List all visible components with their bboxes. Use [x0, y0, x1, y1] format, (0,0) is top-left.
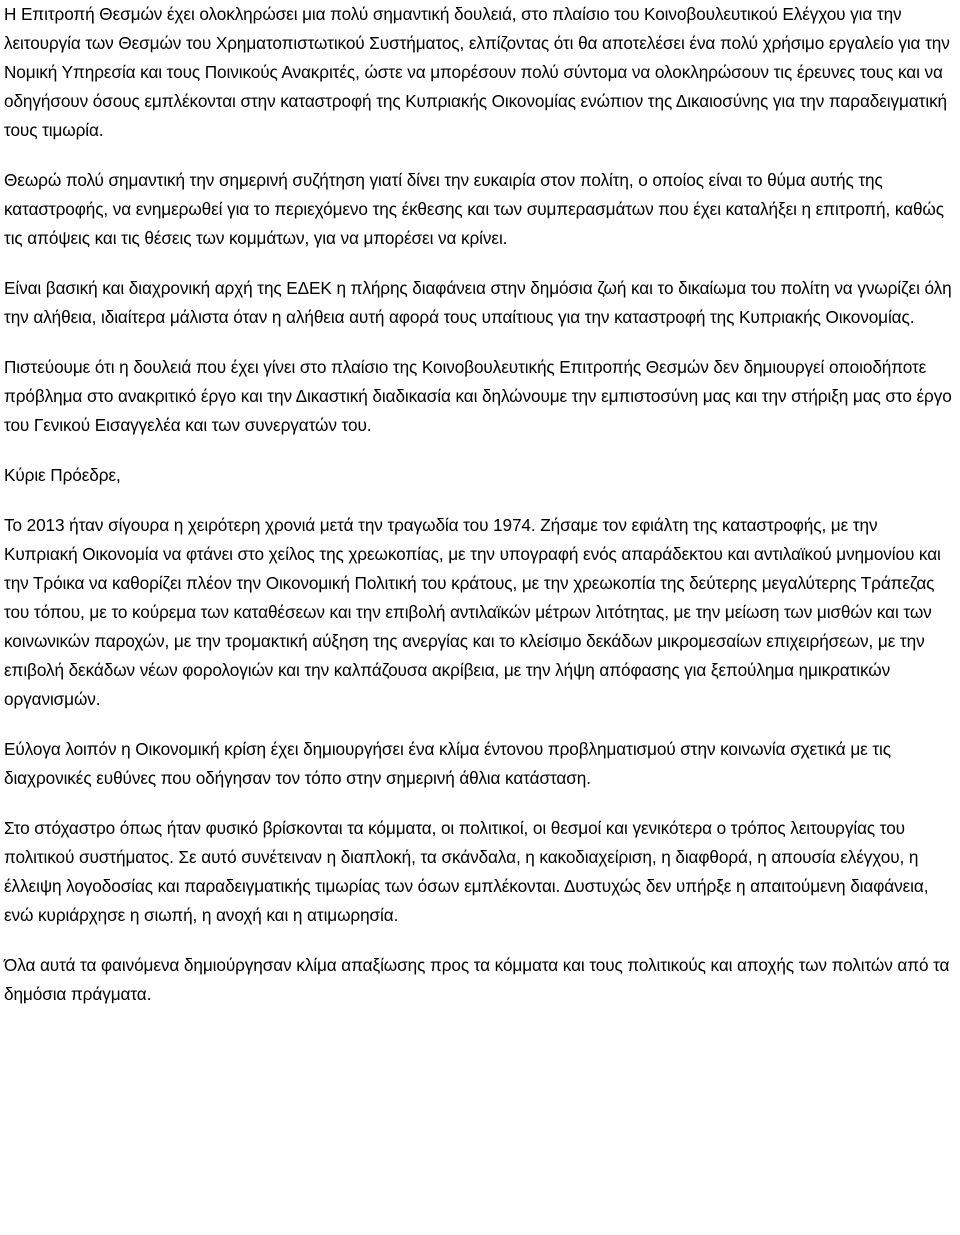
paragraph-political-system-target: Στο στόχαστρο όπως ήταν φυσικό βρίσκονται τα κόμματα, οι πολιτικοί, οι θεσμοί και γενικότερα ο τρόπος λειτουργίας του πολιτικού συστήματος. Σε αυτό συνέτειναν η διαπλοκή, τα σκάνδαλα, η κακοδιαχείριση, η διαφθορά, η απουσία ελέγχου, η έλλειψη λογοδοσίας και παραδειγματικής τιμωρίας των όσων εμπλέκονται. Δυστυχώς δεν υπήρξε η απαιτούμενη διαφάνεια, ενώ κυριάρχησε η σιωπή, η ανοχή και η ατιμωρησία. — [4, 818, 929, 925]
paragraph-committee-work: Η Επιτροπή Θεσμών έχει ολοκληρώσει μια πολύ σημαντική δουλειά, στο πλαίσιο του Κοινοβουλευτικού Ελέγχου για την λειτουργία των Θεσμών του Χρηματοπιστωτικού Συστήματος, ελπίζοντας ότι θα αποτελέσει ένα πολύ χρήσιμο εργαλείο για την Νομική Υπηρεσία και τους Ποινικούς Ανακριτές, ώστε να μπορέσουν πολύ σύντομα να ολοκληρώσουν τις έρευνες τους και να οδηγήσουν όσους εμπλέκονται στην καταστροφή της Κυπριακής Οικονομίας ενώπιον της Δικαιοσύνης για την παραδειγματική τους τιμωρία. — [4, 4, 950, 140]
paragraph-economic-crisis-climate: Εύλογα λοιπόν η Οικονομική κρίση έχει δημιουργήσει ένα κλίμα έντονου προβληματισμού στην κοινωνία σχετικά με τις διαχρονικές ευθύνες που οδήγησαν τον τόπο στην σημερινή άθλια κατάσταση. — [4, 739, 891, 788]
paragraph-support-attorney-general: Πιστεύουμε ότι η δουλειά που έχει γίνει στο πλαίσιο της Κοινοβουλευτικής Επιτροπής Θεσμών δεν δημιουργεί οποιοδήποτε πρόβλημα στο ανακριτικό έργο και την Δικαστική διαδικασία και δηλώνουμε την εμπιστοσύνη μας και την στήριξη μας στο έργο του Γενικού Εισαγγελέα και των συνεργατών του. — [4, 357, 952, 435]
paragraph-salutation: Κύριε Πρόεδρε, — [4, 465, 121, 485]
paragraph-todays-debate: Θεωρώ πολύ σημαντική την σημερινή συζήτηση γιατί δίνει την ευκαιρία στον πολίτη, ο οποίος είναι το θύμα αυτής της καταστροφής, να ενημερωθεί για το περιεχόμενο της έκθεσης και των συμπερασμάτων που έχει καταλήξει η επιτροπή, καθώς τις απόψεις και τις θέσεις των κομμάτων, για να μπορέσει να κρίνει. — [4, 170, 944, 248]
paragraph-transparency-principle: Είναι βασική και διαχρονική αρχή της ΕΔΕΚ η πλήρης διαφάνεια στην δημόσια ζωή και το δικαίωμα του πολίτη να γνωρίζει όλη την αλήθεια, ιδιαίτερα μάλιστα όταν η αλήθεια αυτή αφορά τους υπαίτιους για την καταστροφή της Κυπριακής Οικονομίας. — [4, 278, 952, 327]
paragraph-disillusionment: Όλα αυτά τα φαινόμενα δημιούργησαν κλίμα απαξίωσης προς τα κόμματα και τους πολιτικούς και αποχής των πολιτών από τα δημόσια πράγματα. — [4, 955, 950, 1004]
paragraph-year-2013: Το 2013 ήταν σίγουρα η χειρότερη χρονιά μετά την τραγωδία του 1974. Ζήσαμε τον εφιάλτη της καταστροφής, με την Κυπριακή Οικονομία να φτάνει στο χείλος της χρεωκοπίας, με την υπογραφή ενός απαράδεκτου και αντιλαϊκού μνημονίου και την Τρόικα να καθορίζει πλέον την Οικονομική Πολιτική του κράτους, με την χρεωκοπία της δεύτερης μεγαλύτερης Τράπεζας του τόπου, με το κούρεμα των καταθέσεων και την επιβολή αντιλαϊκών μέτρων λιτότητας, με την μείωση των μισθών και των κοινωνικών παροχών, με την τρομακτική αύξηση της ανεργίας και το κλείσιμο δεκάδων μικρομεσαίων επιχειρήσεων, με την επιβολή δεκάδων νέων φορολογιών και την καλπάζουσα ακρίβεια, με την λήψη απόφασης για ξεπούλημα ημικρατικών οργανισμών. — [4, 515, 941, 709]
